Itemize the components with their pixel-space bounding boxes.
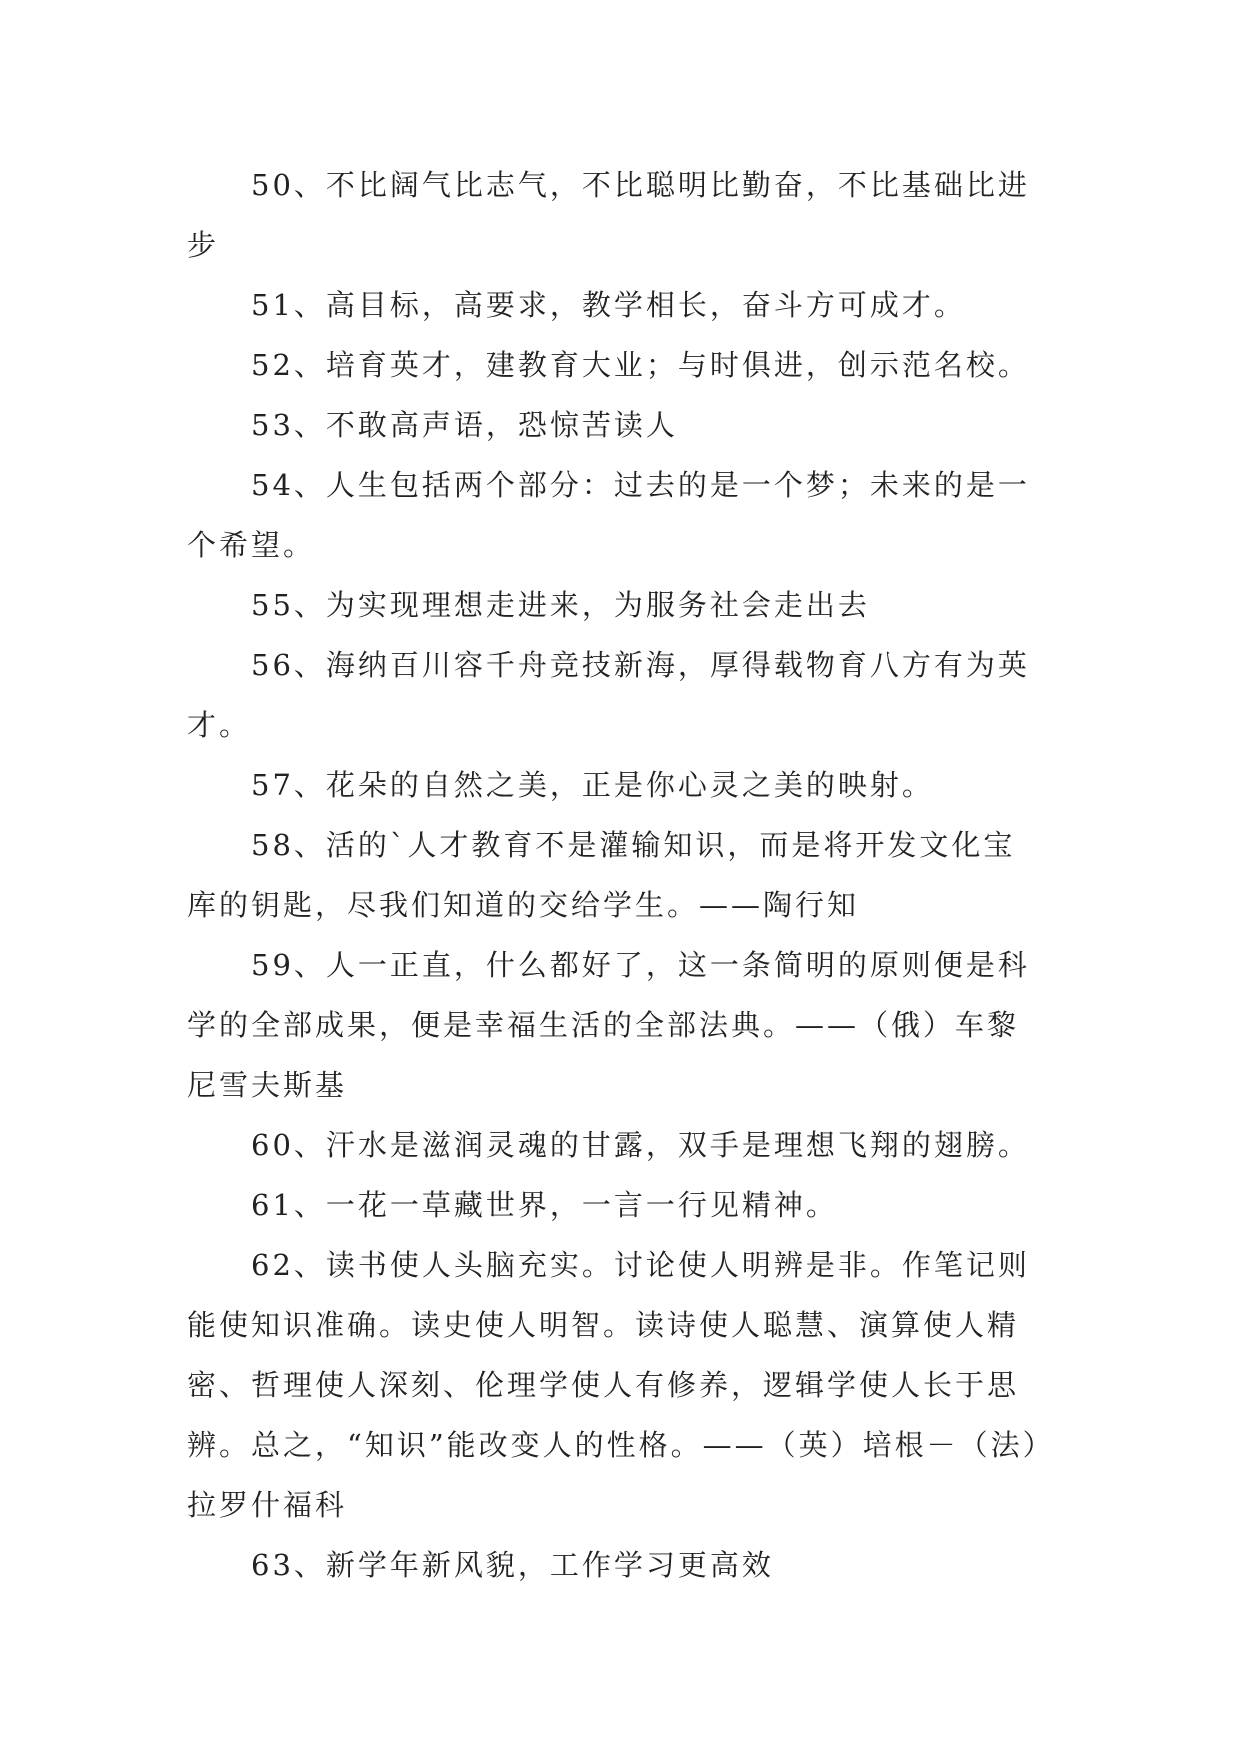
quote-paragraph-53: 53、不敢高声语，恐惊苦读人	[251, 408, 678, 442]
quote-paragraph-57: 57、花朵的自然之美，正是你心灵之美的映射。	[251, 768, 934, 802]
quote-paragraph-63: 63、新学年新风貌，工作学习更高效	[251, 1548, 774, 1582]
quote-paragraph-62: 62、读书使人头脑充实。讨论使人明辨是非。作笔记则能使知识准确。读史使人明智。读诗使人聪慧、演算使人精密、哲理使人深刻、伦理学使人有修养，逻辑学使人长于思辨。总之，“知识”能改变人的性格。——（英）培根－（法）拉罗什福科	[187, 1248, 1041, 1522]
quote-paragraph-54: 54、人生包括两个部分：过去的是一个梦；未来的是一个希望。	[187, 468, 1030, 562]
quote-paragraph-60: 60、汗水是滋润灵魂的甘露，双手是理想飞翔的翅膀。	[251, 1128, 1030, 1162]
document-body	[187, 155, 1047, 1595]
quote-paragraph-50: 50、不比阔气比志气，不比聪明比勤奋，不比基础比进步	[187, 168, 1030, 262]
quote-paragraph-52: 52、培育英才，建教育大业；与时俱进，创示范名校。	[251, 348, 1030, 382]
quote-paragraph-61: 61、一花一草藏世界，一言一行见精神。	[251, 1188, 838, 1222]
quote-paragraph-58: 58、活的`人才教育不是灌输知识，而是将开发文化宝库的钥匙，尽我们知道的交给学生。——陶行知	[187, 828, 1016, 922]
quote-paragraph-55: 55、为实现理想走进来，为服务社会走出去	[251, 588, 870, 622]
quote-paragraph-59: 59、人一正直，什么都好了，这一条简明的原则便是科学的全部成果，便是幸福生活的全部法典。——（俄）车黎尼雪夫斯基	[187, 948, 1030, 1102]
quote-paragraph-51: 51、高目标，高要求，教学相长，奋斗方可成才。	[251, 288, 966, 322]
quote-paragraph-56: 56、海纳百川容千舟竞技新海，厚得载物育八方有为英才。	[187, 648, 1030, 742]
